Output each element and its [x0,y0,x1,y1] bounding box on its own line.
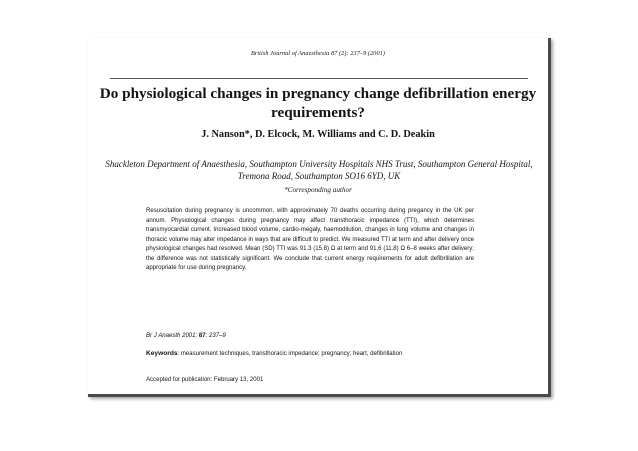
keywords-label: Keywords [146,350,178,357]
abstract [146,207,474,274]
citation-volume: 87 [198,333,206,339]
author-affiliation: Shackleton Department of Anaesthesia, Southampton University Hospitals NHS Trust, Southampton General Hospital, Tremona Road, Southampton SO16 6YD, UK [105,159,533,181]
citation-pages: : 237–9 [205,333,226,339]
keywords-text: : measurement techniques, transthoracic impedance; pregnancy; heart, defibrillation [177,351,403,357]
keywords [146,349,456,359]
article-title: Do physiological changes in pregnancy change defibrillation energy requirements? [99,85,537,121]
author-list: J. Nanson*, D. Elcock, M. Williams and C. D. Deakin [201,129,435,140]
corresponding-author-note: *Corresponding author [284,186,352,194]
journal-header: British Journal of Anaesthesia 87 (2): 237–9 (2001) [250,50,386,57]
journal-page [88,38,551,397]
citation-prefix: Br J Anaesth 2001; [146,333,199,339]
accepted-date: Accepted for publication: February 13, 2001 [146,377,264,383]
header-rule [110,78,528,79]
abstract-text: Resuscitation during pregnancy is uncommon, with approximately 70 deaths occurring during pregancy in the UK per annum. Physiological changes during pregnancy may affect transthoracic impedance (TTI), which determines transmyocardial current. Increased blood volume, cardio-megaly, haemodilution, changes in lung volume and changes in thoracic volume may alter impedance in ways that are difficult to predict. We measured TTI at term and after delivery once physiological changes had resolved. Mean (SD) TTI was 91.3 (15.8) Ω at term and 91.6 (11.8) Ω 6–8 weeks after delivery; the difference was not statistically significant. We conclude that current energy requirements for adult defibrillation are appropriate for use during pregnancy. [146,208,474,272]
citation [146,333,226,339]
